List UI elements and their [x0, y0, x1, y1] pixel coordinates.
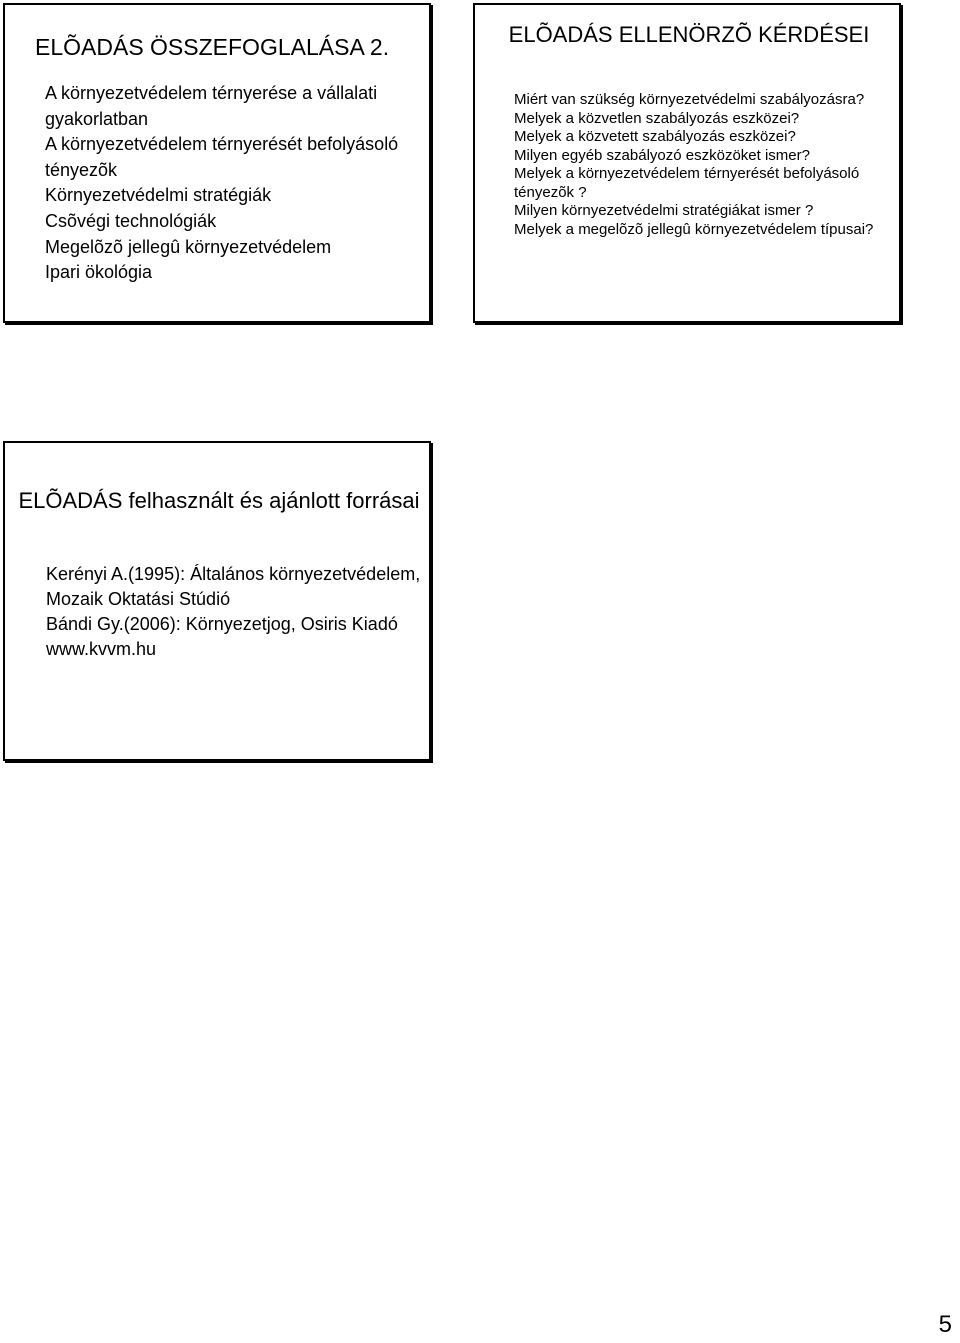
list-item: Ipari ökológia — [45, 262, 153, 283]
list-item: Csõvégi technológiák — [45, 210, 217, 231]
slide-summary — [3, 3, 431, 323]
list-item: Milyen egyéb szabályozó eszközöket ismer? — [514, 146, 810, 164]
list-item: www.kvvm.hu — [46, 639, 157, 659]
page-number: 5 — [938, 1311, 952, 1338]
slide-title: ELÕADÁS ÖSSZEFOGLALÁSA 2. — [35, 34, 390, 60]
list-item: Melyek a közvetett szabályozás eszközei? — [514, 128, 796, 145]
list-item: A környezetvédelem térnyerését befolyásoló tényezõk — [45, 134, 399, 180]
list-item: Melyek a környezetvédelem térnyerését befolyásoló tényezõk ? — [514, 165, 860, 201]
slide-review-questions — [473, 3, 901, 323]
list-item: Miért van szükség környezetvédelmi szabályozásra? — [514, 91, 865, 108]
list-item: Melyek a közvetlen szabályozás eszközei? — [514, 109, 800, 127]
list-item: Bándi Gy.(2006): Környezetjog, Osiris Kiadó — [46, 614, 398, 634]
list-item: Megelõzõ jellegû környezetvédelem — [45, 236, 332, 257]
slide-title: ELÕADÁS ELLENÖRZÕ KÉRDÉSEI — [508, 22, 870, 47]
slide-body — [514, 91, 894, 239]
list-item: A környezetvédelem térnyerése a vállalati gyakorlatban — [45, 83, 378, 129]
slide-title: ELÕADÁS felhasznált és ajánlott forrásai — [18, 488, 420, 513]
list-item: Milyen környezetvédelmi stratégiákat ismer ? — [514, 202, 814, 219]
slide-body — [46, 562, 426, 662]
list-item: Melyek a megelõzõ jellegû környezetvédelem típusai? — [514, 220, 874, 238]
slide-sources — [3, 441, 431, 761]
list-item: Kerényi A.(1995): Általános környezetvédelem, Mozaik Oktatási Stúdió — [46, 564, 421, 609]
list-item: Környezetvédelmi stratégiák — [45, 185, 272, 206]
slide-body — [45, 81, 425, 286]
